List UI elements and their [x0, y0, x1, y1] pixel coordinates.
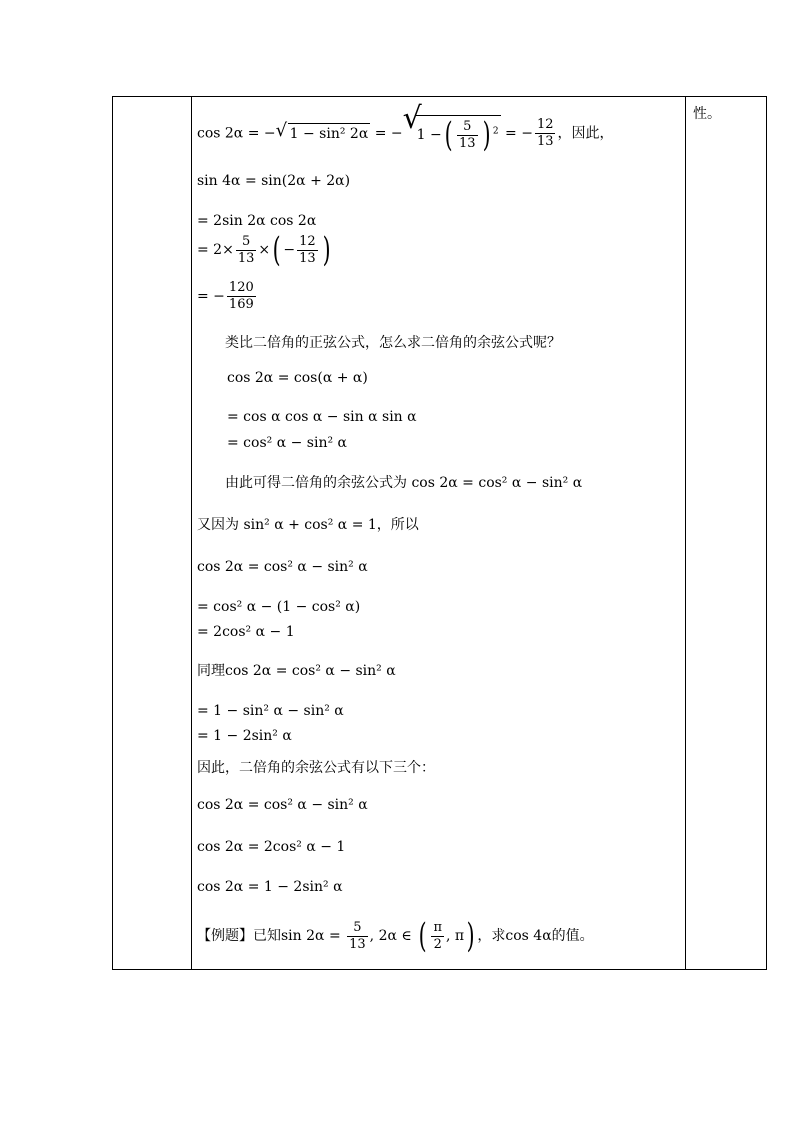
- main-content: [197, 97, 677, 969]
- formula-line-8: = cos α cos α − sin α sin α: [227, 409, 417, 425]
- formula-text: cos 2α = cos² α − sin² α: [225, 663, 396, 679]
- text: 又因为: [197, 517, 239, 533]
- text-line-6: 类比二倍角的正弦公式，怎么求二倍角的余弦公式呢？: [225, 335, 561, 351]
- formula-line-17: = 1 − 2sin² α: [197, 728, 292, 744]
- column-divider-left: [191, 97, 192, 969]
- formula-text: ×: [258, 242, 271, 258]
- formula-line-7: cos 2α = cos(α + α): [227, 370, 368, 386]
- formula-line-12: cos 2α = cos² α − sin² α: [197, 559, 368, 575]
- formula-line-1: [197, 101, 614, 155]
- formula-line-16: = 1 − sin² α − sin² α: [197, 703, 344, 719]
- text: 同理: [197, 663, 225, 679]
- text-line-15: [197, 661, 396, 681]
- fraction: $\frac{5}{13}$: [459, 118, 476, 151]
- example-line: 【例题】已知sin 2α = $\frac{5}{13}$ , 2α ∈ ( $\frac{\pi}{2}$ , π) ，求cos 4α的值。: [197, 916, 594, 956]
- text-line-11: [197, 515, 419, 535]
- fraction: $\frac{5}{13}$: [349, 919, 366, 952]
- text-line-18: 因此，二倍角的余弦公式有以下三个：: [197, 760, 435, 776]
- fraction: $\frac{12}{13}$: [536, 117, 554, 149]
- formula-text: , 2α ∈: [369, 928, 417, 944]
- formula-text: = −: [500, 125, 533, 142]
- example-label: 【例题】已知: [197, 928, 281, 944]
- formula-text: , π: [446, 928, 465, 944]
- text: 由此可得二倍角的余弦公式为: [225, 475, 407, 491]
- sqrt-body: 1 − sin² 2α: [288, 123, 371, 144]
- formula-line-13: = cos² α − (1 − cos² α): [197, 599, 361, 615]
- formula-text: cos 2α = cos² α − sin² α: [407, 475, 583, 491]
- sqrt-expression-2: √ 1 −( $\frac{5}{13}$ ) $^2$: [402, 101, 499, 155]
- formula-line-20: cos 2α = 2cos² α − 1: [197, 839, 346, 855]
- text: 的值。: [551, 928, 594, 944]
- fraction: $\frac{12}{13}$: [299, 233, 316, 266]
- fraction: $\frac{120}{169}$: [228, 280, 254, 312]
- sqrt-expression: √ 1 − sin² 2α: [275, 120, 369, 142]
- formula-text: sin 2α =: [281, 928, 346, 944]
- formula-line-21: cos 2α = 1 − 2sin² α: [197, 879, 343, 895]
- formula-text: cos 2α = −: [197, 125, 276, 142]
- text-line-10: [225, 473, 582, 493]
- text: ，求: [477, 928, 506, 944]
- formula-text: sin² α + cos² α = 1: [239, 517, 377, 533]
- right-column-note: 性。: [693, 106, 721, 122]
- formula-line-14: = 2cos² α − 1: [197, 624, 295, 640]
- lesson-table: [112, 96, 767, 970]
- formula-text: = −: [370, 125, 403, 142]
- fraction: $\frac{\pi}{2}$: [433, 919, 443, 952]
- column-divider-right: [685, 97, 686, 969]
- formula-text: 1 −: [416, 127, 442, 143]
- formula-line-19: cos 2α = cos² α − sin² α: [197, 797, 368, 813]
- formula-text: ，因此，: [557, 125, 614, 142]
- formula-text: = 2×: [197, 242, 234, 258]
- formula-line-3: = 2sin 2α cos 2α: [197, 213, 317, 229]
- formula-text: cos 4α: [505, 928, 552, 944]
- formula-line-4: = 2× $\frac{5}{13}$ ×( − $\frac{12}{13}$ ): [197, 230, 331, 270]
- formula-text: = −: [197, 288, 225, 305]
- formula-line-9: = cos² α − sin² α: [227, 435, 347, 451]
- fraction: $\frac{5}{13}$: [237, 233, 255, 266]
- formula-line-2: sin 4α = sin(2α + 2α): [197, 173, 351, 189]
- text: ，所以: [376, 517, 419, 533]
- formula-line-5: [197, 280, 258, 313]
